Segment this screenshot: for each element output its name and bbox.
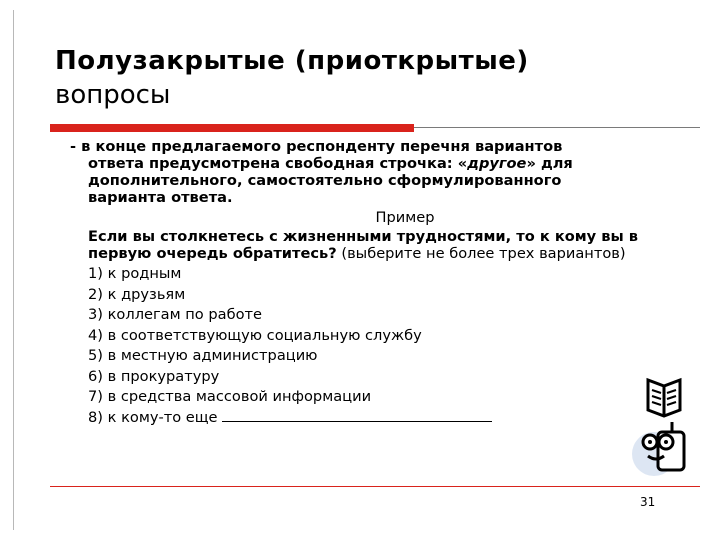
title-accent-bar <box>50 124 414 132</box>
slide-title <box>55 44 695 112</box>
intro-line-2-start: ответа предусмотрена свободная строчка: « <box>88 155 468 172</box>
option-item: 3) коллегам по работе <box>88 306 262 323</box>
intro-line-2 <box>70 155 670 172</box>
answer-options-list <box>88 264 670 428</box>
option-item: 1) к родным <box>88 265 182 282</box>
question-text <box>88 228 670 262</box>
reader-eye <box>664 440 668 444</box>
footer-divider-line <box>50 486 700 487</box>
option-item: 2) к друзьям <box>88 285 186 303</box>
title-bold-line: Полузакрытые (приоткрытые) <box>55 46 529 76</box>
intro-line-4: варианта ответа. <box>88 189 233 206</box>
option-item: 5) в местную администрацию <box>88 347 318 364</box>
example-label: Пример <box>375 209 435 226</box>
question-note: (выберите не более трех вариантов) <box>341 245 626 262</box>
option-other-label: 8) к кому-то еще <box>88 408 218 426</box>
reader-eye <box>648 440 652 444</box>
intro-line-3: дополнительного, самостоятельно сформулированного <box>88 172 562 189</box>
option-item-other <box>88 408 670 429</box>
intro-italic-word: другое <box>467 155 527 172</box>
option-item: 7) в средства массовой информации <box>88 388 372 405</box>
book-and-reader-icon <box>628 372 700 480</box>
question-bold: Если вы столкнетесь с жизненными трудностями, то к кому вы в первую очередь обратитесь? <box>88 228 639 262</box>
intro-paragraph <box>70 138 670 206</box>
slide-frame-border <box>13 10 14 530</box>
page-number: 31 <box>640 495 656 509</box>
title-normal-line: вопросы <box>55 80 171 110</box>
option-item: 6) в прокуратуру <box>88 367 220 385</box>
blank-answer-line <box>222 408 492 422</box>
clipart-svg <box>628 372 700 476</box>
slide-body <box>70 138 670 428</box>
intro-first-line: - в конце предлагаемого респонденту перечня вариантов <box>70 138 563 155</box>
intro-line-2-end: » для <box>526 155 573 172</box>
option-item: 4) в соответствующую социальную службу <box>88 326 422 344</box>
